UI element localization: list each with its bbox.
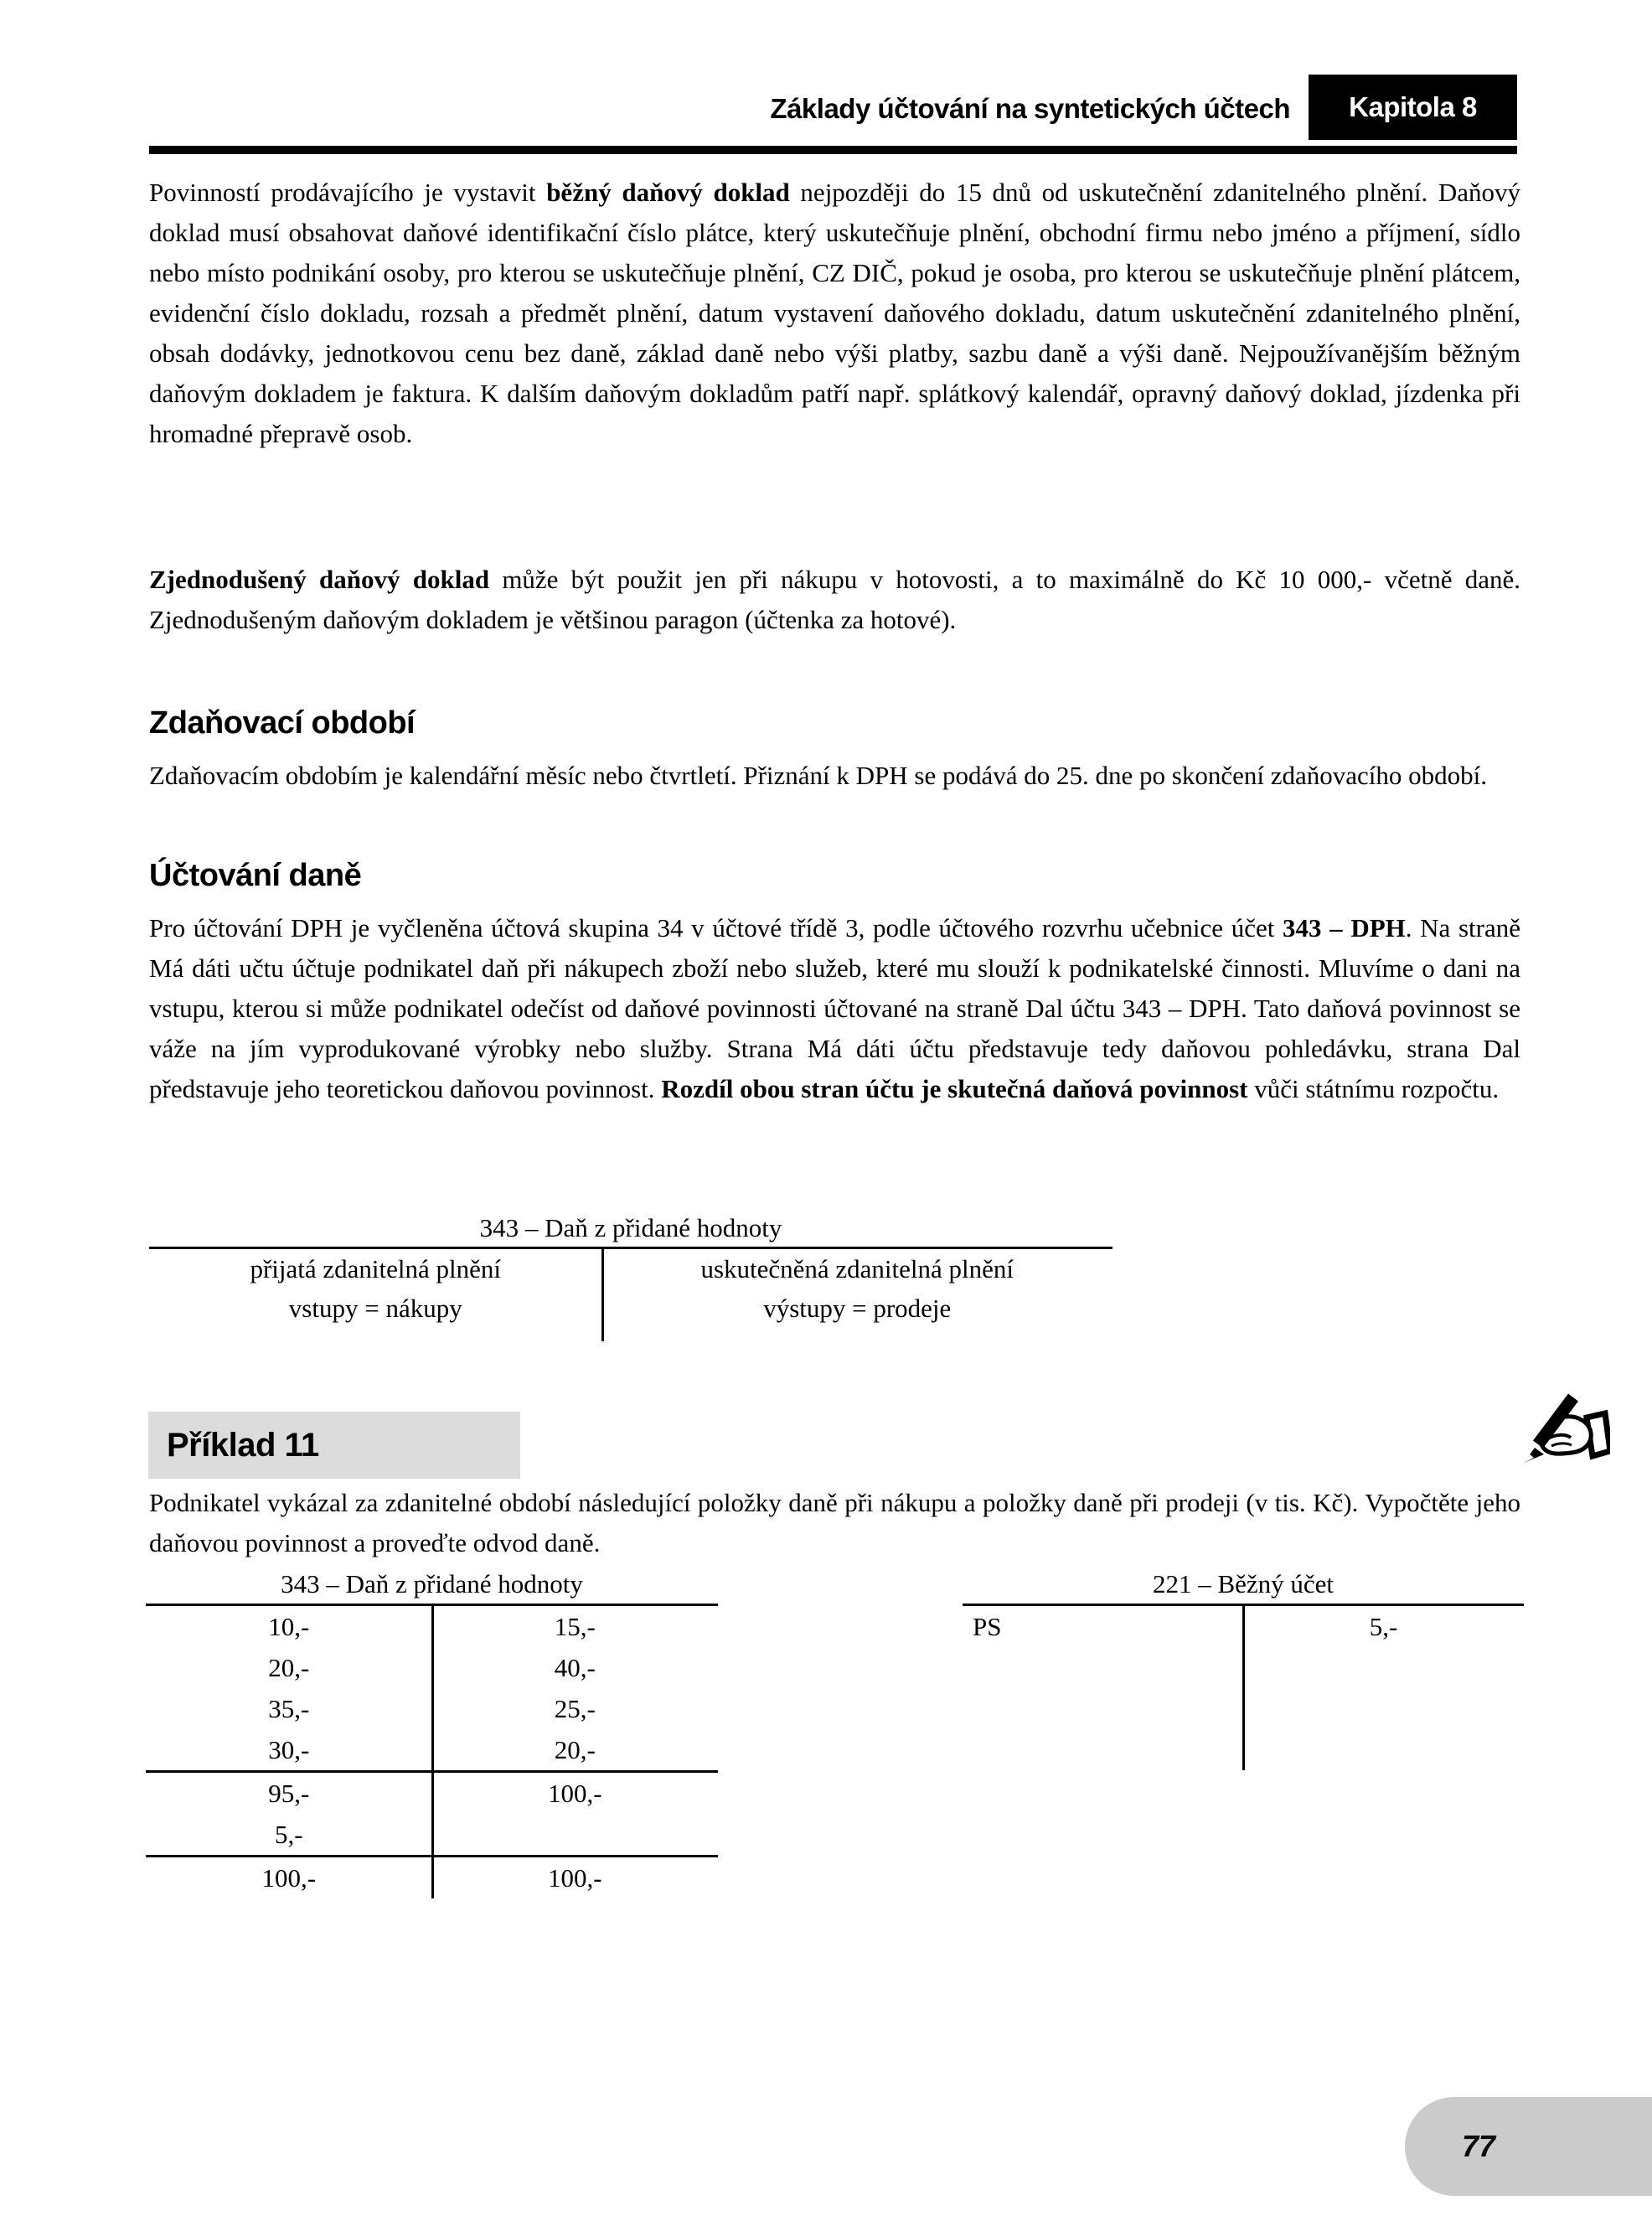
credit-cell: 100,-	[547, 1779, 602, 1808]
paragraph-text: může být použit jen při nákupu v hotovosti, a to maximálně do Kč 10 000,- včetně daně. Zjednodušeným daňovým dokladem je většinou paragon (účtenka za hotové).	[149, 565, 1520, 634]
paragraph-uctovani-dane	[149, 908, 1520, 1109]
paragraph-text: vůči státnímu rozpočtu.	[1247, 1074, 1500, 1103]
debit-cell: vstupy = nákupy	[288, 1294, 462, 1323]
taccount-divider	[601, 1249, 604, 1341]
debit-cell: 35,-	[268, 1694, 310, 1723]
bold-term-343-dph: 343 – DPH	[1283, 913, 1406, 943]
taccount-body	[149, 1247, 1113, 1341]
credit-cell: 25,-	[554, 1694, 596, 1723]
debit-cell: 30,-	[268, 1735, 310, 1764]
taccount-body	[963, 1604, 1524, 1770]
example-assignment-text: Podnikatel vykázal za zdanitelné období následující položky daně při nákupu a položky daně při prodeji (v tis. Kč). Vypočtěte jeho daňovou povinnost a proveďte odvod daně.	[149, 1488, 1520, 1557]
paragraph-text: Pro účtování DPH je vyčleněna účtová skupina 34 v účtové třídě 3, podle účtového rozvrhu učebnice účet	[149, 913, 1283, 943]
header-rule	[149, 146, 1517, 154]
taccount-221	[963, 1565, 1524, 1770]
page-number-pill	[1405, 2097, 1652, 2196]
chapter-header-title: Základy účtování na syntetických účtech	[770, 93, 1290, 124]
bold-term-rozdil-stran: Rozdíl obou stran účtu je skutečná daňová povinnost	[661, 1074, 1248, 1103]
credit-cell	[432, 1814, 719, 1855]
debit-cell: 95,-	[268, 1779, 310, 1808]
chapter-badge: Kapitola 8	[1309, 75, 1517, 140]
credit-cell: 5,-	[1369, 1612, 1398, 1641]
credit-cell: 20,-	[554, 1735, 596, 1764]
taccount-info-343	[149, 1210, 1113, 1341]
paragraph-text: . Na straně Má dáti učtu účtuje podnikatel daň při nákupech zboží nebo služeb, které mu slouží k podnikatelské činnosti. Mluvíme o dani na vstupu, kterou si může podnikatel odečíst od daňové povinnosti účtované na straně Dal účtu 343 – DPH. Tato daňová povinnost se váže na jím vyprodukované výrobky nebo služby. Strana Má dáti účtu představuje tedy daňovou pohledávku, strana Dal představuje jeho teoretickou daňovou povinnost.	[149, 913, 1520, 1103]
debit-cell: 5,-	[274, 1820, 303, 1849]
debit-cell: PS	[973, 1612, 1002, 1641]
taccount-body	[146, 1604, 718, 1898]
credit-cell: uskutečněná zdanitelná plnění	[700, 1254, 1014, 1283]
taccount-divider	[431, 1606, 434, 1898]
bold-term-zjednoduseny-danovy-doklad: Zjednodušený daňový doklad	[149, 565, 490, 594]
paragraph-bezny-danovy-doklad	[149, 173, 1520, 454]
debit-total-cell: 100,-	[261, 1863, 317, 1893]
paragraph-zdanovaci-obdobi: Zdaňovacím obdobím je kalendářní měsíc nebo čtvrtletí. Přiznání k DPH se podává do 25. dne po skončení zdaňovacího období.	[149, 761, 1487, 790]
taccount-title: 343 – Daň z přidané hodnoty	[479, 1213, 782, 1242]
paragraph-text: Povinností prodávajícího je vystavit	[149, 178, 547, 207]
paragraph-text: nejpozději do 15 dnů od uskutečnění zdanitelného plnění. Daňový doklad musí obsahovat daňové identifikační číslo plátce, který uskutečňuje plnění, obchodní firmu nebo jméno a příjmení, sídlo nebo místo podnikání osoby, pro kterou se uskutečňuje plnění, CZ DIČ, pokud je osoba, pro kterou se uskutečňuje plnění plátcem, evidenční číslo dokladu, rozsah a předmět plnění, datum vystavení daňového dokladu, datum uskutečnění zdanitelného plnění, obsah dodávky, jednotkovou cenu bez daně, základ daně nebo výši platby, sazbu daně a výši daně. Nejpoužívanějším běžným daňovým dokladem je faktura. K dalším daňovým dokladům patří např. splátkový kalendář, opravný daňový doklad, jízdenka při hromadné přepravě osob.	[149, 178, 1520, 448]
writing-hand-icon	[1518, 1384, 1610, 1468]
credit-total-cell: 100,-	[547, 1863, 602, 1893]
taccount-343	[146, 1565, 718, 1898]
page-number: 77	[1462, 2129, 1496, 2163]
example-label-box: Příklad 11	[148, 1412, 520, 1479]
section-heading-zdanovaci-obdobi: Zdaňovací období	[149, 705, 416, 741]
debit-cell: 20,-	[268, 1653, 310, 1682]
taccount-title: 221 – Běžný účet	[1152, 1569, 1335, 1598]
taccount-divider	[1242, 1606, 1245, 1770]
taccount-title: 343 – Daň z přidané hodnoty	[281, 1569, 583, 1598]
credit-cell: výstupy = prodeje	[763, 1294, 952, 1323]
taccount-row	[149, 1289, 1113, 1328]
debit-cell: 10,-	[268, 1612, 310, 1641]
credit-cell: 40,-	[554, 1653, 596, 1682]
bold-term-bezny-danovy-doklad: běžný daňový doklad	[546, 178, 790, 207]
taccount-row	[149, 1249, 1113, 1289]
paragraph-zjednoduseny-doklad	[149, 560, 1520, 640]
debit-cell: přijatá zdanitelná plnění	[250, 1254, 502, 1283]
credit-cell: 15,-	[554, 1612, 596, 1641]
section-heading-uctovani-dane: Účtování daně	[149, 858, 362, 893]
